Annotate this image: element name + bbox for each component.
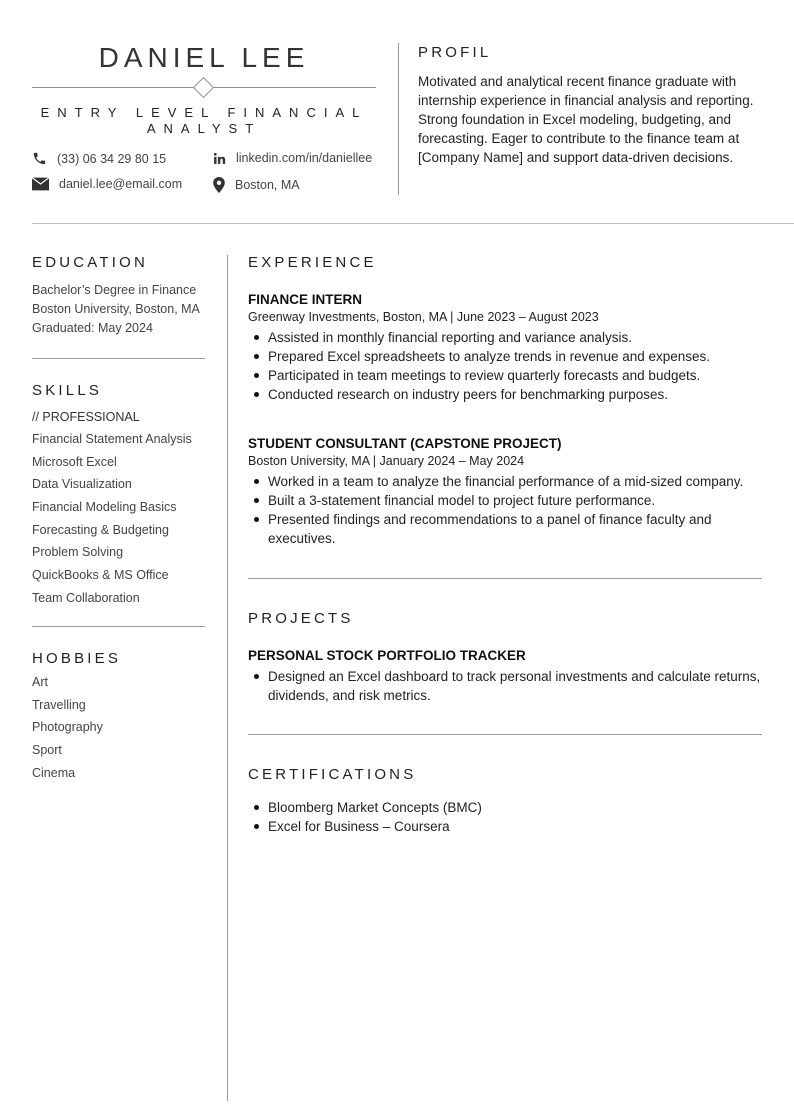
- certifications-list: [248, 798, 762, 836]
- skill-item: Data Visualization: [32, 477, 132, 492]
- experience-heading: EXPERIENCE: [248, 254, 377, 271]
- bullet-item: Assisted in monthly financial reporting and variance analysis.: [248, 328, 762, 347]
- job-title: FINANCE INTERN: [248, 292, 362, 307]
- header-horizontal-divider: [32, 223, 794, 224]
- skill-item: Financial Statement Analysis: [32, 432, 192, 446]
- hobbies-heading: HOBBIES: [32, 650, 122, 667]
- linkedin-icon: [213, 152, 226, 165]
- bullet-item: Designed an Excel dashboard to track personal investments and calculate returns, dividends, and risk metrics.: [248, 667, 762, 705]
- contact-linkedin[interactable]: [213, 151, 372, 165]
- skill-item: Forecasting & Budgeting: [32, 522, 169, 537]
- job-subtitle: Greenway Investments, Boston, MA | June 2023 – August 2023: [248, 310, 599, 324]
- skill-item: Team Collaboration: [32, 590, 140, 605]
- contact-phone: [32, 151, 166, 166]
- education-divider: [32, 358, 205, 359]
- header-vertical-divider: [398, 43, 399, 195]
- skills-heading: SKILLS: [32, 382, 103, 399]
- project-block: [248, 648, 762, 705]
- hobby-item: Cinema: [32, 765, 76, 780]
- email-text[interactable]: daniel.lee@email.com: [59, 177, 183, 191]
- job-subtitle: Boston University, MA | January 2024 – May 2024: [248, 454, 525, 468]
- column-divider: [227, 255, 228, 1101]
- skill-item: Microsoft Excel: [32, 454, 117, 469]
- projects-heading: PROJECTS: [248, 610, 354, 627]
- education-school: Boston University, Boston, MA: [32, 302, 200, 316]
- profile-text: Motivated and analytical recent finance graduate with internship experience in financial analysis and reporting. Strong foundation in Excel modeling, budgeting, and forecasting. Eager to contribute to the finance team at [Company Name] and support data-driven decisions.: [418, 74, 754, 165]
- skills-list: [32, 428, 222, 610]
- experience-job-2: [248, 436, 762, 548]
- project-title: PERSONAL STOCK PORTFOLIO TRACKER: [248, 648, 526, 663]
- bullet-item: Prepared Excel spreadsheets to analyze trends in revenue and expenses.: [248, 347, 762, 366]
- certification-item: Excel for Business – Coursera: [248, 817, 762, 836]
- hobby-item: Travelling: [32, 697, 86, 712]
- contact-email[interactable]: [32, 177, 182, 191]
- location-pin-icon: [213, 177, 225, 193]
- skill-item: QuickBooks & MS Office: [32, 568, 169, 583]
- job-bullets: [248, 328, 762, 404]
- linkedin-text[interactable]: linkedin.com/in/daniellee: [236, 151, 373, 165]
- education-block: [32, 281, 222, 338]
- hobbies-list: [32, 671, 222, 784]
- education-graduated: Graduated: May 2024: [32, 321, 153, 335]
- skill-item: Problem Solving: [32, 545, 124, 560]
- bullet-item: Built a 3-statement financial model to project future performance.: [248, 491, 762, 510]
- contact-location: [213, 177, 300, 193]
- job-title: ENTRY LEVEL FINANCIAL ANALYST: [40, 105, 368, 136]
- phone-icon: [32, 151, 47, 166]
- bullet-item: Conducted research on industry peers for benchmarking purposes.: [248, 385, 762, 404]
- hobby-item: Art: [32, 675, 48, 689]
- experience-divider: [248, 578, 762, 579]
- profile-heading: PROFIL: [418, 44, 492, 61]
- certification-item: Bloomberg Market Concepts (BMC): [248, 798, 762, 817]
- hobby-item: Sport: [32, 743, 62, 758]
- bullet-item: Participated in team meetings to review quarterly forecasts and budgets.: [248, 366, 762, 385]
- certifications-heading: CERTIFICATIONS: [248, 766, 417, 783]
- education-heading: EDUCATION: [32, 254, 149, 271]
- skill-item: Financial Modeling Basics: [32, 500, 177, 515]
- bullet-item: Worked in a team to analyze the financial performance of a mid-sized company.: [248, 472, 762, 491]
- projects-divider: [248, 734, 762, 735]
- project-bullets: [248, 667, 762, 705]
- diamond-ornament: [193, 77, 214, 98]
- location-text: Boston, MA: [235, 178, 300, 192]
- skills-subheading: // PROFESSIONAL: [32, 410, 140, 424]
- email-icon: [32, 177, 49, 191]
- hobby-item: Photography: [32, 720, 103, 735]
- experience-job-1: [248, 292, 762, 404]
- job-bullets: [248, 472, 762, 548]
- bullet-item: Presented findings and recommendations to a panel of finance faculty and executives.: [248, 510, 762, 548]
- education-degree: Bachelor’s Degree in Finance: [32, 283, 197, 297]
- job-title: STUDENT CONSULTANT (CAPSTONE PROJECT): [248, 436, 562, 451]
- candidate-name: DANIEL LEE: [98, 42, 310, 73]
- phone-text: (33) 06 34 29 80 15: [57, 151, 167, 166]
- skills-divider: [32, 626, 205, 627]
